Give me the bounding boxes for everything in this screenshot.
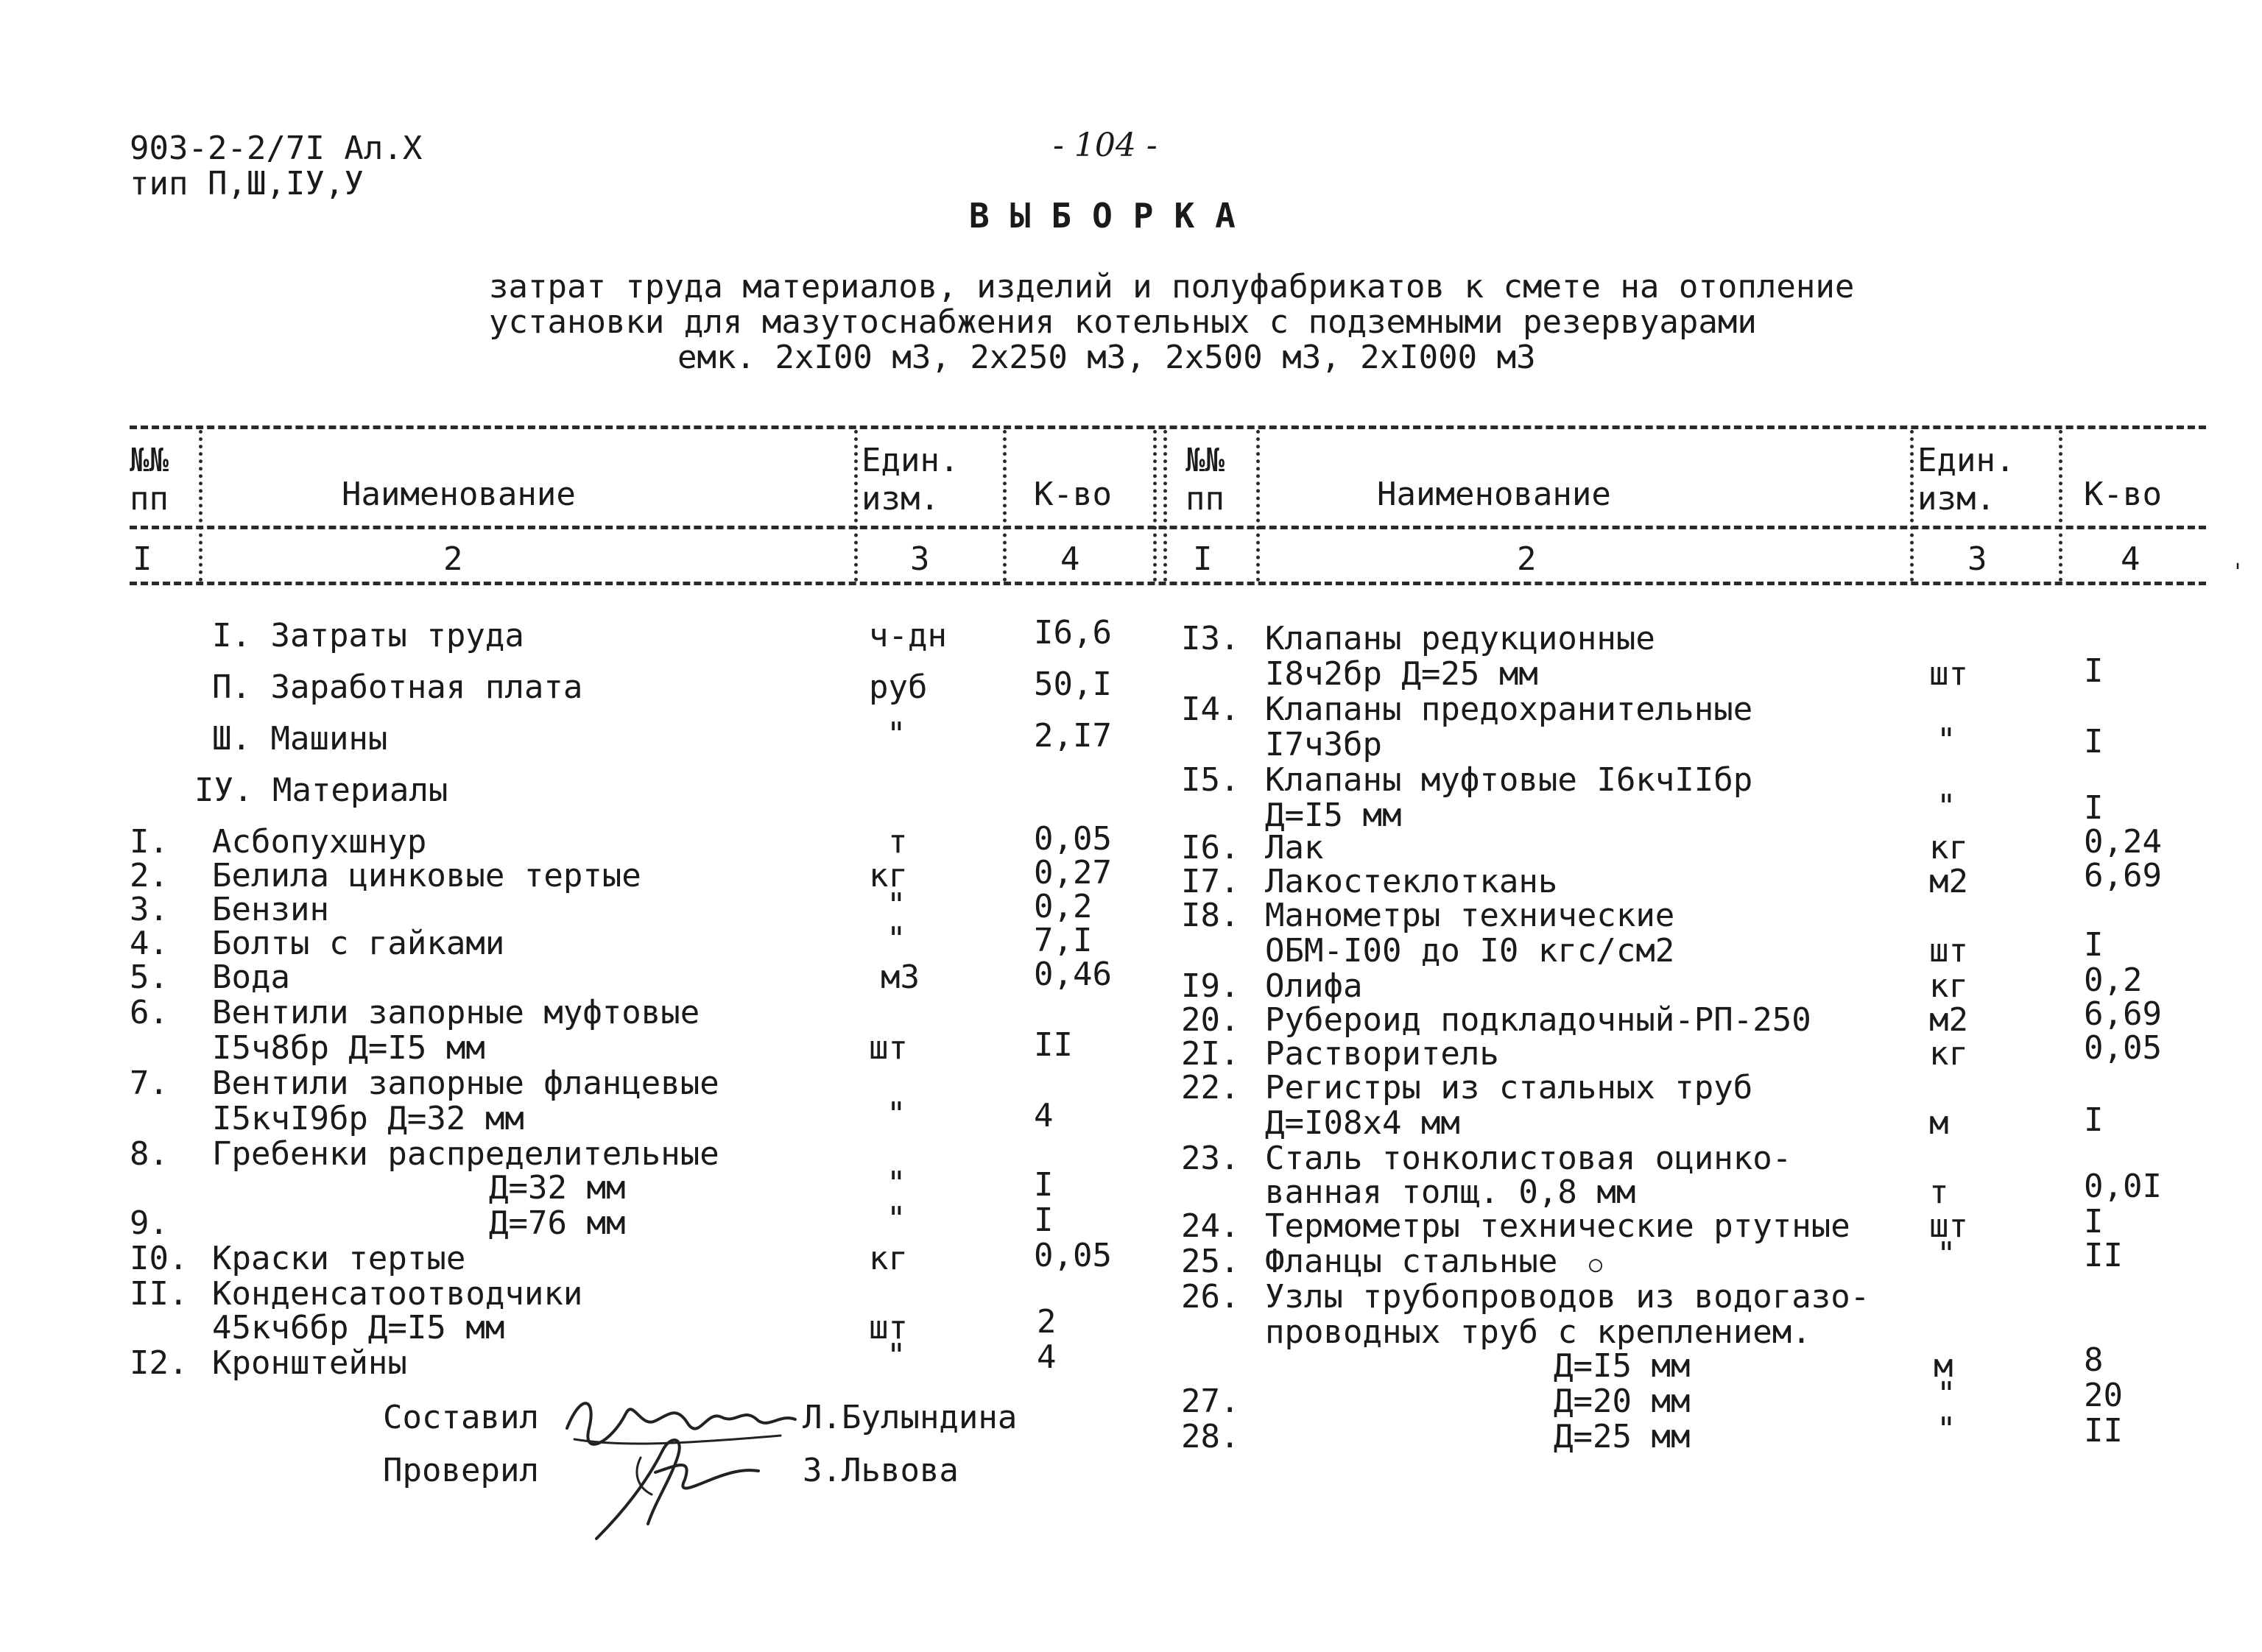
col-name-label: Наименование [342,476,576,513]
row-name: Растворитель [1265,1035,1499,1073]
row-name: Вода [212,959,290,996]
row-unit: кг [1929,1035,1968,1073]
col-unit-label: Един. [1917,442,2015,479]
checked-label: Проверил [383,1452,539,1489]
col-sep [1910,430,1914,582]
row-qty: II [2084,1237,2123,1274]
row-unit: " [887,1165,906,1202]
row-number: 9. [130,1204,169,1242]
row-unit: шт [1929,655,1968,693]
document-types: тип П,Ш,IУ,У [130,165,364,202]
row-name: Д=I08х4 мм [1265,1104,1460,1142]
row-unit: м3 [881,959,920,996]
row-unit: м2 [1929,863,1968,900]
row-name: Олифа [1265,967,1363,1005]
row-number: 27. [1181,1383,1240,1420]
row-number: I. [130,823,169,861]
row-qty: 6,69 [2084,995,2162,1033]
row-number: I5. [1181,761,1240,799]
row-name: Ш. Машины [212,720,388,758]
row-number: I3. [1181,620,1240,657]
subtitle-line-2: установки для мазутоснабжения котельных с подземными резервуарами [489,303,1757,341]
row-qty: I [2084,926,2104,964]
row-qty: 4 [1037,1338,1057,1376]
row-qty: I [2084,652,2104,690]
row-number: 4. [130,925,169,962]
col-number: 3 [910,540,930,578]
row-name: Асбопухшнур [212,823,427,861]
row-name: 45кч6бр Д=I5 мм [212,1309,505,1346]
row-number: I2. [130,1344,188,1382]
row-unit: " [1937,788,1956,825]
row-number: 3. [130,891,169,928]
col-no-label: №№ [130,442,169,479]
row-number: I0. [130,1240,188,1277]
row-qty: 0,2 [1034,888,1093,925]
col-name-label: Наименование [1377,476,1611,513]
row-unit: " [887,920,906,958]
row-name: IУ. Материалы [194,772,448,809]
row-unit: " [1937,1235,1956,1273]
row-number: 7. [130,1065,169,1102]
row-unit: кг [869,1240,908,1277]
row-name: ванная толщ. 0,8 мм [1265,1173,1636,1211]
col-sep [199,430,202,582]
row-name: П. Заработная плата [212,668,583,706]
signature-checked-icon [582,1428,773,1546]
row-unit: м [1934,1347,1953,1385]
row-name: Д=20 мм [1554,1383,1691,1420]
row-qty: 0,27 [1034,854,1112,892]
col-sep [1256,430,1260,582]
col-sep [1153,430,1157,582]
row-unit: шт [869,1309,908,1346]
col-number: 2 [443,540,463,578]
row-name: Конденсатоотводчики [212,1275,583,1313]
row-qty: 0,05 [1034,820,1112,858]
col-no-label: пп [1185,480,1225,518]
header-rule-top [130,426,2206,429]
col-unit-label: изм. [1917,480,1995,518]
row-name: Гребенки распределительные [212,1135,719,1173]
row-qty: 0,46 [1034,956,1112,993]
row-qty: I [2084,1101,2104,1139]
row-unit: " [1937,1411,1956,1448]
row-name: Д=25 мм [1554,1418,1691,1455]
margin-tick: ' [2231,560,2245,585]
row-qty: I [2084,723,2104,760]
row-name: Д=76 мм [489,1204,626,1242]
col-sep [2059,430,2062,582]
row-name: проводных труб с креплением. [1265,1313,1811,1351]
row-qty: I [1034,1166,1054,1204]
row-name: I8ч2бр Д=25 мм [1265,655,1538,693]
row-unit: ч-дн [869,617,947,654]
row-unit: " [887,1095,906,1133]
row-unit: " [887,1200,906,1238]
row-name: Клапаны предохранительные [1265,691,1753,728]
col-unit-label: изм. [862,480,940,518]
row-number: I8. [1181,897,1240,934]
row-qty: 20 [2084,1377,2123,1414]
row-unit: кг [1929,967,1968,1005]
row-qty: 0,0I [2084,1168,2162,1205]
subtitle-line-1: затрат труда материалов, изделий и полуфабрикатов к смете на отопление [489,268,1855,306]
row-name: Лак [1265,829,1324,866]
row-name: Клапаны муфтовые I6кчIIбр [1265,761,1753,799]
row-name: I7ч3бр [1265,726,1382,763]
col-unit-label: Един. [862,442,959,479]
row-unit: т [888,823,908,861]
row-unit: руб [869,668,928,706]
row-name: I. Затраты труда [212,617,524,654]
row-qty: 50,I [1034,666,1112,703]
row-number: 22. [1181,1069,1240,1106]
page-number: - 104 - [1053,127,1158,164]
document-title: ВЫБОРКА [969,196,1256,236]
row-qty: I6,6 [1034,614,1112,652]
row-number: I7. [1181,863,1240,900]
row-qty: 0,05 [1034,1237,1112,1274]
col-number: I [133,540,152,578]
row-name: I5ч8бр Д=I5 мм [212,1029,485,1067]
row-unit: шт [1929,932,1968,970]
row-unit: " [887,886,906,924]
circle-mark-icon: ○ [1589,1252,1603,1277]
row-unit: кг [1929,829,1968,866]
row-unit: м2 [1929,1001,1968,1039]
row-name: Рубероид подкладочный-РП-250 [1265,1001,1811,1039]
row-qty: 0,05 [2084,1029,2162,1067]
row-name: Термометры технические ртутные [1265,1207,1850,1245]
row-unit: шт [1929,1207,1968,1245]
row-number: I9. [1181,967,1240,1005]
row-name: Манометры технические [1265,897,1675,934]
row-number: 28. [1181,1418,1240,1455]
row-unit: " [887,716,906,753]
row-name: Кронштейны [212,1344,407,1382]
row-unit: " [887,1337,906,1374]
col-number: 4 [2121,540,2141,578]
row-number: 6. [130,994,169,1031]
row-name: Белила цинковые тертые [212,857,641,894]
row-name: Бензин [212,891,329,928]
row-unit: кг [869,857,908,894]
row-name: Вентили запорные фланцевые [212,1065,719,1102]
header-rule-mid [130,526,2206,529]
row-unit: шт [869,1029,908,1067]
row-qty: 7,I [1034,922,1093,959]
row-number: 24. [1181,1207,1240,1245]
row-qty: 2 [1037,1303,1057,1341]
row-name: Фланцы стальные [1265,1243,1558,1280]
col-number: 2 [1517,540,1537,578]
row-number: II. [130,1275,188,1313]
compiled-label: Составил [383,1399,539,1436]
row-number: 2I. [1181,1035,1240,1073]
col-number: 3 [1967,540,1987,578]
row-name: Узлы трубопроводов из водогазо- [1265,1278,1870,1316]
row-name: Лакостеклоткань [1265,863,1558,900]
col-qty-label: К-во [2084,476,2162,513]
row-name: Д=I5 мм [1554,1347,1691,1385]
row-name: ОБМ-I00 до I0 кгс/см2 [1265,932,1675,970]
row-number: 26. [1181,1278,1240,1316]
row-name: Болты с гайками [212,925,505,962]
col-sep [1003,430,1007,582]
row-name: Краски тертые [212,1240,466,1277]
row-number: 23. [1181,1140,1240,1177]
col-number: 4 [1060,540,1080,578]
row-number: 20. [1181,1001,1240,1039]
row-name: Вентили запорные муфтовые [212,994,700,1031]
row-name: Сталь тонколистовая оцинко- [1265,1140,1792,1177]
row-unit: " [1937,721,1956,759]
row-name: Д=I5 мм [1265,797,1402,834]
row-qty: I [2084,789,2104,827]
row-number: 25. [1181,1243,1240,1280]
row-qty: II [2084,1412,2123,1450]
subtitle-line-3: емк. 2хI00 м3, 2х250 м3, 2х500 м3, 2хI000 м3 [677,339,1536,376]
row-qty: 0,2 [2084,961,2143,999]
row-number: I6. [1181,829,1240,866]
document-code: 903-2-2/7I Ал.X [130,130,423,167]
row-unit: т [1929,1173,1949,1211]
row-name: I5кчI9бр Д=32 мм [212,1100,524,1137]
row-name: Д=32 мм [489,1169,626,1207]
row-name: Регистры из стальных труб [1265,1069,1753,1106]
row-number: 2. [130,857,169,894]
row-name: Клапаны редукционные [1265,620,1655,657]
row-qty: I [1034,1201,1054,1239]
row-number: 5. [130,959,169,996]
col-sep [1163,430,1167,582]
row-qty: 6,69 [2084,857,2162,894]
row-unit: " [1937,1375,1956,1413]
header-rule-bottom [130,582,2206,585]
row-qty: 8 [2084,1341,2104,1379]
row-number: I4. [1181,691,1240,728]
col-qty-label: К-во [1034,476,1112,513]
compiled-name: Л.Булындина [803,1399,1018,1436]
col-sep [854,430,858,582]
col-no-label: пп [130,480,169,518]
row-qty: 4 [1034,1097,1054,1134]
row-number: 8. [130,1135,169,1173]
col-no-label: №№ [1185,442,1225,479]
row-qty: II [1034,1026,1073,1064]
row-qty: 2,I7 [1034,717,1112,755]
row-unit: м [1929,1104,1949,1142]
col-number: I [1193,540,1213,578]
row-qty: 0,24 [2084,823,2162,861]
row-qty: I [2084,1203,2104,1240]
checked-name: З.Львова [803,1452,959,1489]
